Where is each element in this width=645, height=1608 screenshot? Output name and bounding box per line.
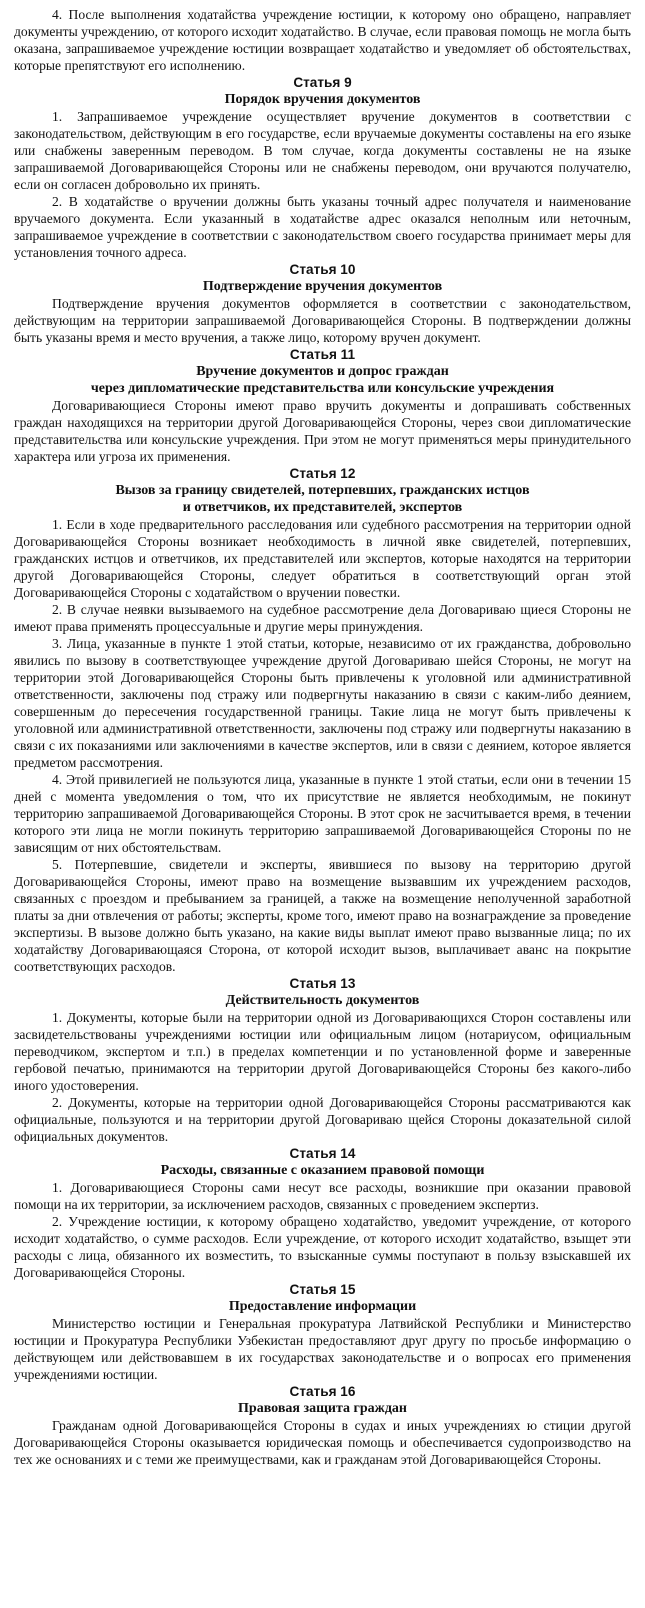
paragraph: 1. Документы, которые были на территории одной из Договаривающихся Сторон составлены или засвидетельствованы учреждениями юстиции или официальным лицом (нотариусом, официальным переводчиком, экспертом и т.п.) в пределах компетенции и по установленной форме и заверенные гербовой печатью, принимаются на территории другой Договаривающейся Стороны без какого-либо иного удостоверения. [14,1010,631,1093]
paragraph: 4. После выполнения ходатайства учреждение юстиции, к которому оно обращено, направляет документы учреждению, от которого исходит ходатайство. В случае, если правовая помощь не могла быть оказана, запрашиваемое учреждение юстиции возвращает ходатайство и уведомляет об обстоятельствах, которые препятствуют его исполнению. [14,7,631,73]
paragraph: Министерство юстиции и Генеральная прокуратура Латвийской Республики и Министерство юстиции и Прокуратура Республики Узбекистан предоставляют друг другу по просьбе информацию о действующем или действовавшем в их государствах законодательстве и о вопросах его применения учреждениями юстиции. [14,1316,631,1382]
paragraph: 3. Лица, указанные в пункте 1 этой статьи, которые, независимо от их гражданства, добровольно явились по вызову в соответствующее учреждение другой Договариваю шейся Стороны, не могут на территории этой Договаривающейся Стороны быть привлечены к уголовной или административной ответственности, заключены под стражу или подвергнуты наказанию в связи с каким-либо деянием, совершенным до пересечения государственной границы. Такие лица не могут быть привлечены к уголовной или административной ответственности, заключены под стражу или подвергнуты наказанию в связи с их показаниями или заключениями в качестве экспертов, или в связи с деянием, которое является предметом рассмотрения. [14,636,631,770]
article-title: Вручение документов и допрос граждан [196,364,449,379]
paragraph: 1. Если в ходе предварительного расследования или судебного рассмотрения на территории одной Договаривающейся Стороны возникает необходимость в личной явке свидетелей, потерпевших, гражданских истцов и ответчиков, их представителей или экспертов, которые находятся на территории другой Договаривающейся Стороны, следует обратиться в соответствующий орган этой Договаривающейся Стороны с ходатайством о вручении повестки. [14,517,631,600]
article-title: Порядок вручения документов [224,92,421,107]
article-number: Статья 15 [289,1282,356,1297]
article-title: Подтверждение вручения документов [202,279,443,294]
paragraph: 1. Запрашиваемое учреждение осуществляет вручение документов в соответствии с законодательством, действующим в его государстве, если вручаемые документы составлены на его языке или снабжены заверенным переводом. В том случае, когда документы составлены не на языке запрашиваемой Договаривающейся Стороны или не снабжены переводом, они вручаются получателю, если он согласен добровольно их принять. [14,109,631,192]
article-number: Статья 12 [289,466,356,481]
paragraph: 1. Договаривающиеся Стороны сами несут все расходы, возникшие при оказании правовой помощи на их территории, за исключением расходов, связанных с проведением экспертиз. [14,1180,631,1212]
paragraph: Гражданам одной Договаривающейся Стороны в судах и иных учреждениях ю стиции другой Договаривающейся Стороны оказывается юридическая помощь и обеспечивается судопроизводство на тех же основаниях и с теми же преимуществами, как и гражданам этой Договаривающейся Стороны. [14,1418,631,1467]
article-number: Статья 13 [289,976,356,991]
paragraph: 2. Учреждение юстиции, к которому обращено ходатайство, уведомит учреждение, от которого исходит ходатайство, о сумме расходов. Если учреждение, от которого исходит ходатайство, взыщет эти расходы с лица, обязанного их возместить, то взысканные суммы поступают в пользу взыскавшей их Договаривающейся Стороны. [14,1214,631,1280]
article-title: Правовая защита граждан [238,1401,407,1416]
paragraph: 2. В ходатайстве о вручении должны быть указаны точный адрес получателя и наименование вручаемого документа. Если указанный в ходатайстве адрес оказался неполным или неточным, запрашиваемое учреждение в соответствии с законодательством своего государства принимает меры для установления точного адреса. [14,194,631,260]
article-number: Статья 10 [289,262,356,277]
article-number: Статья 11 [289,347,356,362]
paragraph: 2. В случае неявки вызываемого на судебное рассмотрение дела Договариваю щиеся Стороны не имеют права применять процессуальные и другие меры принуждения. [14,602,631,634]
article-number: Статья 16 [289,1384,356,1399]
article-title: Вызов за границу свидетелей, потерпевших, гражданских истцов [115,483,530,498]
paragraph: 2. Документы, которые на территории одной Договаривающейся Стороны рассматриваются как официальные, пользуются и на территории другой Договариваю щейся Стороны доказательной силой официальных документов. [14,1095,631,1144]
paragraph: 4. Этой привилегией не пользуются лица, указанные в пункте 1 этой статьи, если они в течении 15 дней с момента уведомления о том, что их присутствие не является необходимым, не покинут территорию запрашиваемой Договаривающейся Стороны. В этот срок не засчитывается время, в течении которого эти лица не могли покинуть территорию запрашиваемой Договаривающейся Стороны по не зависящим от них обстоятельствам. [14,772,631,855]
article-title: через дипломатические представительства или консульские учреждения [90,381,555,396]
article-title: Действительность документов [225,993,420,1008]
paragraph: Подтверждение вручения документов оформляется в соответствии с законодательством, действующим на территории запрашиваемой Договаривающейся Стороны. В подтверждении должны быть указаны время и место вручения, а также лицо, которому вручен документ. [14,296,631,345]
paragraph: 5. Потерпевшие, свидетели и эксперты, явившиеся по вызову на территорию другой Договаривающейся Стороны, имеют право на возмещение вызвавшим их учреждением расходов, связанных с проездом и пребыванием за границей, а также на возмещение неполученной заработной платы за дни отвлечения от работы; эксперты, кроме того, имеют право на вознаграждение за проведение экспертизы. В вызове должно быть указано, на какие виды выплат имеют право вызванные лица; по их ходатайству Договаривающаяся Сторона, от которой исходит вызов, выплачивает аванс на покрытие соответствующих расходов. [14,857,631,974]
article-title: Предоставление информации [228,1299,417,1314]
article-number: Статья 14 [289,1146,356,1161]
article-title: Расходы, связанные с оказанием правовой помощи [160,1163,485,1178]
article-title: и ответчиков, их представителей, экспертов [182,500,463,515]
paragraph: Договаривающиеся Стороны имеют право вручить документы и допрашивать собственных граждан находящихся на территории другой Договаривающейся Стороны, через свои дипломатические представительства или консульские учреждения. При этом не могут применяться меры принудительного характера или угроза их применения. [14,398,631,464]
article-number: Статья 9 [293,75,352,90]
